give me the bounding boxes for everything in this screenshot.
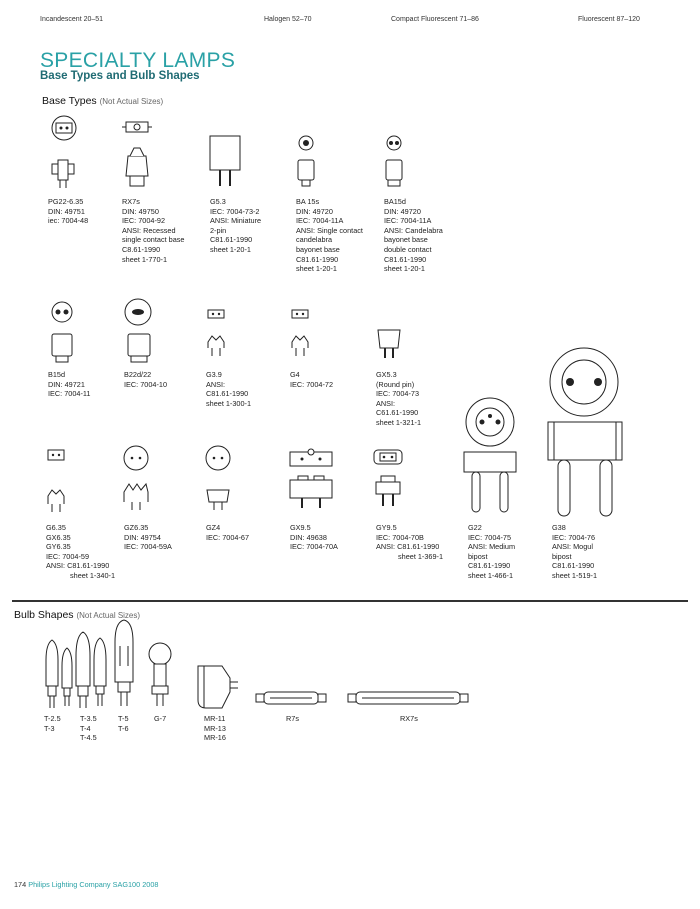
t5-t6-bulb-icon — [112, 616, 138, 712]
gx53-base-icon — [376, 328, 406, 368]
base-label-gy95: GY9.5 IEC: 7004-70B ANSI: C81.61-1990 sheet 1-369-1 — [376, 523, 444, 561]
base-label-pg22: PG22-6.35 DIN: 49751 iec: 7004-48 — [48, 197, 89, 226]
bulb-label-mr: MR-11 MR-13 MR-16 — [204, 714, 226, 743]
base-label-g38: G38 IEC: 7004-76 ANSI: Mogul bipost C81.61-1990 sheet 1-519-1 — [552, 523, 598, 580]
base-label-ba15s: BA 15s DIN: 49720 IEC: 7004-11A ANSI: Single contact candelabra bayonet base C81.61-1990 sheet 1-20-1 — [296, 197, 363, 274]
base-label-g53: G5.3 IEC: 7004-73-2 ANSI: Miniature 2-pin C81.61-1990 sheet 1-20-1 — [210, 197, 262, 254]
g4-base-icon — [290, 308, 320, 358]
base-types-heading — [42, 95, 163, 107]
header-compact-fluorescent: Compact Fluorescent 71–86 — [391, 16, 479, 23]
base-types-note: (Not Actual Sizes) — [99, 97, 164, 106]
ba15d-base-icon — [382, 134, 412, 194]
gy95-base-icon — [372, 446, 412, 516]
base-label-g22: G22 IEC: 7004-75 ANSI: Medium bipost C81.61-1990 sheet 1-466-1 — [468, 523, 516, 580]
page-footer — [14, 880, 158, 889]
base-label-gz635: GZ6.35 DIN: 49754 IEC: 7004-59A — [124, 523, 172, 552]
g22-base-icon — [462, 396, 522, 522]
base-label-g635: G6.35 GX6.35 GY6.35 IEC: 7004-59 ANSI: C81.61-1990 sheet 1-340-1 — [46, 523, 116, 580]
gz635-base-icon — [122, 444, 162, 514]
gz4-base-icon — [204, 444, 244, 514]
r7s-bulb-icon — [254, 688, 334, 712]
header-halogen: Halogen 52–70 — [264, 16, 312, 23]
bulb-shapes-title: Bulb Shapes — [14, 609, 74, 621]
header-incandescent: Incandescent 20–51 — [40, 16, 104, 23]
base-label-b15d: B15d DIN: 49721 IEC: 7004-11 — [48, 370, 91, 399]
section-divider — [12, 600, 688, 602]
base-label-rx7s: RX7s DIN: 49750 IEC: 7004-92 ANSI: Recessed single contact base C8.61-1990 sheet 1-770-1 — [122, 197, 185, 264]
base-label-g4: G4 IEC: 7004-72 — [290, 370, 333, 389]
pg22-base-icon — [48, 114, 84, 194]
bulb-label-g7: G-7 — [154, 714, 167, 723]
g635-base-icon — [46, 448, 76, 514]
bulb-label-t5: T-5 T-6 — [118, 714, 129, 733]
mr-bulb-icon — [196, 664, 246, 714]
base-label-gx53: GX5.3 (Round pin) IEC: 7004-73 ANSI: C61.61-1990 sheet 1-321-1 — [376, 370, 422, 427]
t35-t4-bulb-icon — [72, 626, 112, 712]
bulb-label-t35: T-3.5 T-4 T-4.5 — [80, 714, 97, 743]
base-label-gz4: GZ4 IEC: 7004-67 — [206, 523, 249, 542]
bulb-label-r7s: R7s — [286, 714, 299, 723]
page-number: 174 — [14, 880, 27, 889]
footer-company: Philips Lighting Company SAG100 2008 — [28, 880, 159, 889]
base-label-ba15d: BA15d DIN: 49720 IEC: 7004-11A ANSI: Candelabra bayonet base double contact C81.61-1990 sheet 1-20-1 — [384, 197, 443, 274]
base-label-g39: G3.9 ANSI: C81.61-1990 sheet 1-300-1 — [206, 370, 252, 408]
rx7s-bulb-icon — [346, 688, 476, 712]
g53-base-icon — [208, 134, 248, 196]
b15d-base-icon — [46, 300, 82, 366]
base-label-gx95: GX9.5 DIN: 49638 IEC: 7004-70A — [290, 523, 338, 552]
g7-bulb-icon — [148, 640, 178, 712]
gx95-base-icon — [288, 446, 338, 516]
g38-base-icon — [544, 346, 634, 522]
b22d-base-icon — [120, 298, 160, 368]
header-fluorescent: Fluorescent 87–120 — [578, 16, 640, 23]
g39-base-icon — [206, 308, 236, 358]
ba15s-base-icon — [294, 134, 324, 194]
page-subtitle: Base Types and Bulb Shapes — [40, 70, 200, 82]
base-label-b22d: B22d/22 IEC: 7004-10 — [124, 370, 167, 389]
bulb-label-rx7s: RX7s — [400, 714, 418, 723]
bulb-label-t25: T-2.5 T-3 — [44, 714, 61, 733]
page-title: SPECIALTY LAMPS — [40, 49, 236, 72]
bulb-shapes-note: (Not Actual Sizes) — [76, 611, 141, 620]
base-types-title: Base Types — [42, 95, 97, 107]
rx7s-base-icon — [122, 118, 158, 194]
